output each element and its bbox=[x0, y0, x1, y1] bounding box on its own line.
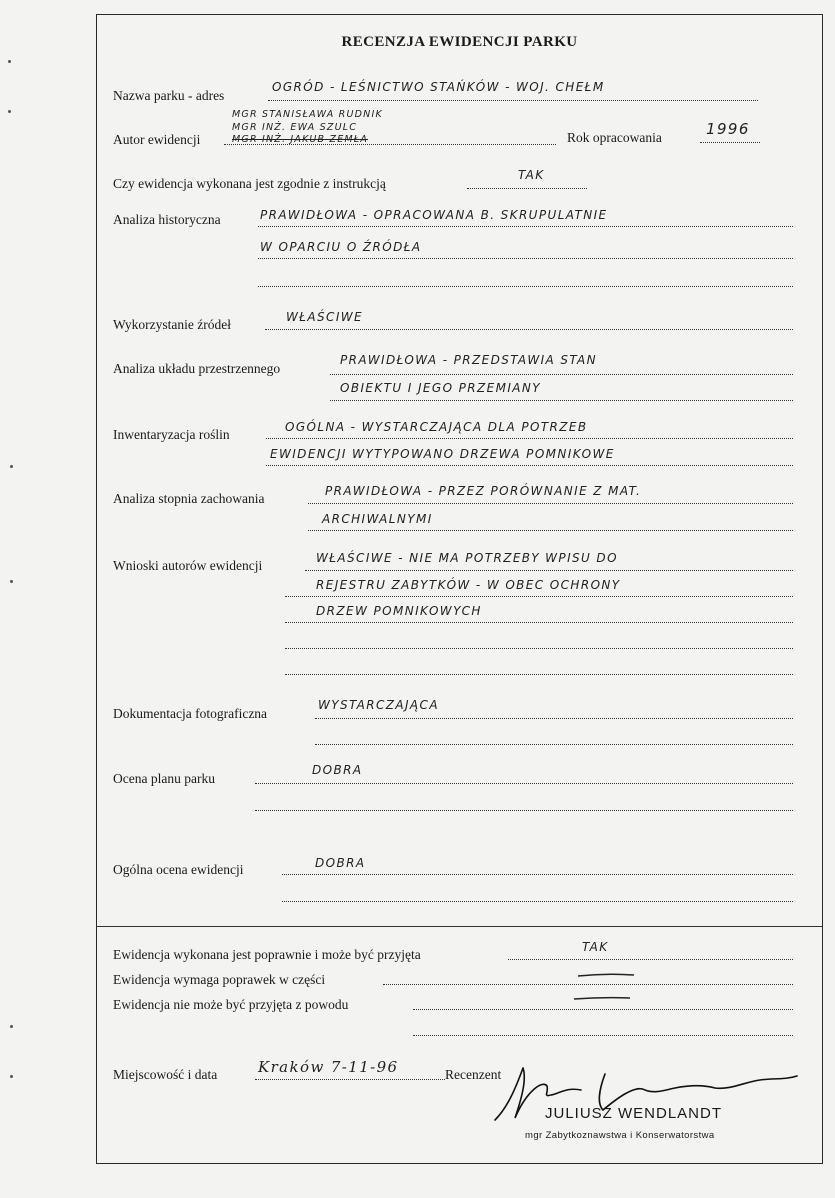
dotted-line bbox=[700, 142, 760, 143]
dotted-line bbox=[285, 648, 793, 649]
value-autor-2[interactable]: MGR INŻ. EWA SZULC bbox=[232, 122, 358, 133]
punch-hole bbox=[10, 580, 13, 583]
label-poprawki: Ewidencja wymaga poprawek w części bbox=[113, 972, 326, 987]
label-miejscowosc: Miejscowość i data bbox=[113, 1067, 218, 1082]
dotted-line bbox=[266, 465, 793, 466]
label-przyjeta: Ewidencja wykonana jest poprawnie i może być przyjęta bbox=[113, 947, 421, 962]
value-uklad-2[interactable]: OBIEKTU I JEGO PRZEMIANY bbox=[340, 381, 542, 395]
dotted-line bbox=[258, 226, 793, 227]
value-inwentaryzacja-1[interactable]: OGÓLNA - WYSTARCZAJĄCA DLA POTRZEB bbox=[285, 420, 588, 434]
dotted-line bbox=[285, 674, 793, 675]
dotted-line bbox=[308, 530, 793, 531]
value-historyczna-2[interactable]: W OPARCIU O ŹRÓDŁA bbox=[260, 240, 422, 254]
label-plan: Ocena planu parku bbox=[113, 771, 215, 786]
dash-mark bbox=[572, 994, 632, 1004]
stamp-name: JULIUSZ WENDLANDT bbox=[545, 1105, 723, 1122]
form-title: RECENZJA EWIDENCJI PARKU bbox=[341, 34, 578, 50]
label-stopien: Analiza stopnia zachowania bbox=[113, 491, 265, 506]
dotted-line bbox=[308, 503, 793, 504]
value-miejscowosc[interactable]: Kraków 7-11-96 bbox=[258, 1058, 399, 1076]
dotted-line bbox=[255, 810, 793, 811]
label-ogolna: Ogólna ocena ewidencji bbox=[113, 862, 244, 877]
dotted-line bbox=[413, 1009, 793, 1010]
label-inwentaryzacja: Inwentaryzacja roślin bbox=[113, 427, 230, 442]
dotted-line bbox=[255, 1079, 445, 1080]
label-zrodel: Wykorzystanie źródeł bbox=[113, 317, 232, 332]
value-foto[interactable]: WYSTARCZAJĄCA bbox=[318, 698, 439, 712]
dotted-line bbox=[508, 959, 793, 960]
dotted-line bbox=[413, 1035, 793, 1036]
value-plan[interactable]: DOBRA bbox=[312, 763, 363, 777]
dotted-line bbox=[305, 570, 793, 571]
value-rok[interactable]: 1996 bbox=[706, 120, 750, 138]
punch-hole bbox=[10, 1075, 13, 1078]
dotted-line bbox=[265, 329, 793, 330]
punch-hole bbox=[10, 465, 13, 468]
value-wnioski-1[interactable]: WŁAŚCIWE - NIE MA POTRZEBY WPISU DO bbox=[316, 551, 618, 565]
value-zgodnie[interactable]: TAK bbox=[518, 168, 545, 182]
value-wnioski-2[interactable]: REJESTRU ZABYTKÓW - W OBEC OCHRONY bbox=[316, 578, 621, 592]
punch-hole bbox=[8, 60, 11, 63]
value-przyjeta[interactable]: TAK bbox=[582, 940, 609, 954]
dotted-line bbox=[282, 901, 793, 902]
label-foto: Dokumentacja fotograficzna bbox=[113, 706, 268, 721]
value-historyczna-1[interactable]: PRAWIDŁOWA - OPRACOWANA B. SKRUPULATNIE bbox=[260, 208, 608, 222]
value-inwentaryzacja-2[interactable]: EWIDENCJI WYTYPOWANO DRZEWA POMNIKOWE bbox=[270, 447, 615, 461]
value-nazwa[interactable]: OGRÓD - LEŚNICTWO STAŃKÓW - WOJ. CHEŁM bbox=[272, 80, 605, 94]
label-nazwa: Nazwa parku - adres bbox=[113, 88, 225, 103]
dotted-line bbox=[285, 622, 793, 623]
label-odrzucona: Ewidencja nie może być przyjęta z powodu bbox=[113, 997, 349, 1012]
dotted-line bbox=[383, 984, 793, 985]
label-wnioski: Wnioski autorów ewidencji bbox=[113, 558, 263, 573]
value-stopien-1[interactable]: PRAWIDŁOWA - PRZEZ PORÓWNANIE Z MAT. bbox=[325, 484, 642, 498]
dotted-line bbox=[258, 258, 793, 259]
label-uklad: Analiza układu przestrzennego bbox=[113, 361, 281, 376]
dotted-line bbox=[282, 874, 793, 875]
value-uklad-1[interactable]: PRAWIDŁOWA - PRZEDSTAWIA STAN bbox=[340, 353, 597, 367]
value-autor-3[interactable]: MGR INŻ. JAKUB ZEMŁA bbox=[232, 134, 369, 145]
label-autor: Autor ewidencji bbox=[113, 132, 201, 147]
value-stopien-2[interactable]: ARCHIWALNYMI bbox=[322, 512, 433, 526]
dotted-line bbox=[268, 100, 758, 101]
punch-hole bbox=[10, 1025, 13, 1028]
dotted-line bbox=[330, 374, 793, 375]
punch-hole bbox=[8, 110, 11, 113]
value-autor-1[interactable]: MGR STANISŁAWA RUDNIK bbox=[232, 109, 383, 120]
dash-mark bbox=[576, 970, 636, 980]
dotted-line bbox=[467, 188, 587, 189]
label-zgodnie: Czy ewidencja wykonana jest zgodnie z instrukcją bbox=[113, 176, 386, 191]
stamp-title: mgr Zabytkoznawstwa i Konserwatorstwa bbox=[525, 1130, 715, 1141]
section-divider bbox=[96, 926, 823, 927]
dotted-line bbox=[315, 744, 793, 745]
dotted-line bbox=[258, 286, 793, 287]
dotted-line bbox=[330, 400, 793, 401]
value-ogolna[interactable]: DOBRA bbox=[315, 856, 366, 870]
dotted-line bbox=[255, 783, 793, 784]
label-recenzent: Recenzent bbox=[445, 1067, 502, 1082]
dotted-line bbox=[315, 718, 793, 719]
dotted-line bbox=[266, 438, 793, 439]
label-historyczna: Analiza historyczna bbox=[113, 212, 221, 227]
dotted-line bbox=[285, 596, 793, 597]
value-wnioski-3[interactable]: DRZEW POMNIKOWYCH bbox=[316, 604, 482, 618]
label-rok: Rok opracowania bbox=[567, 130, 662, 145]
value-zrodel[interactable]: WŁAŚCIWE bbox=[286, 310, 364, 324]
